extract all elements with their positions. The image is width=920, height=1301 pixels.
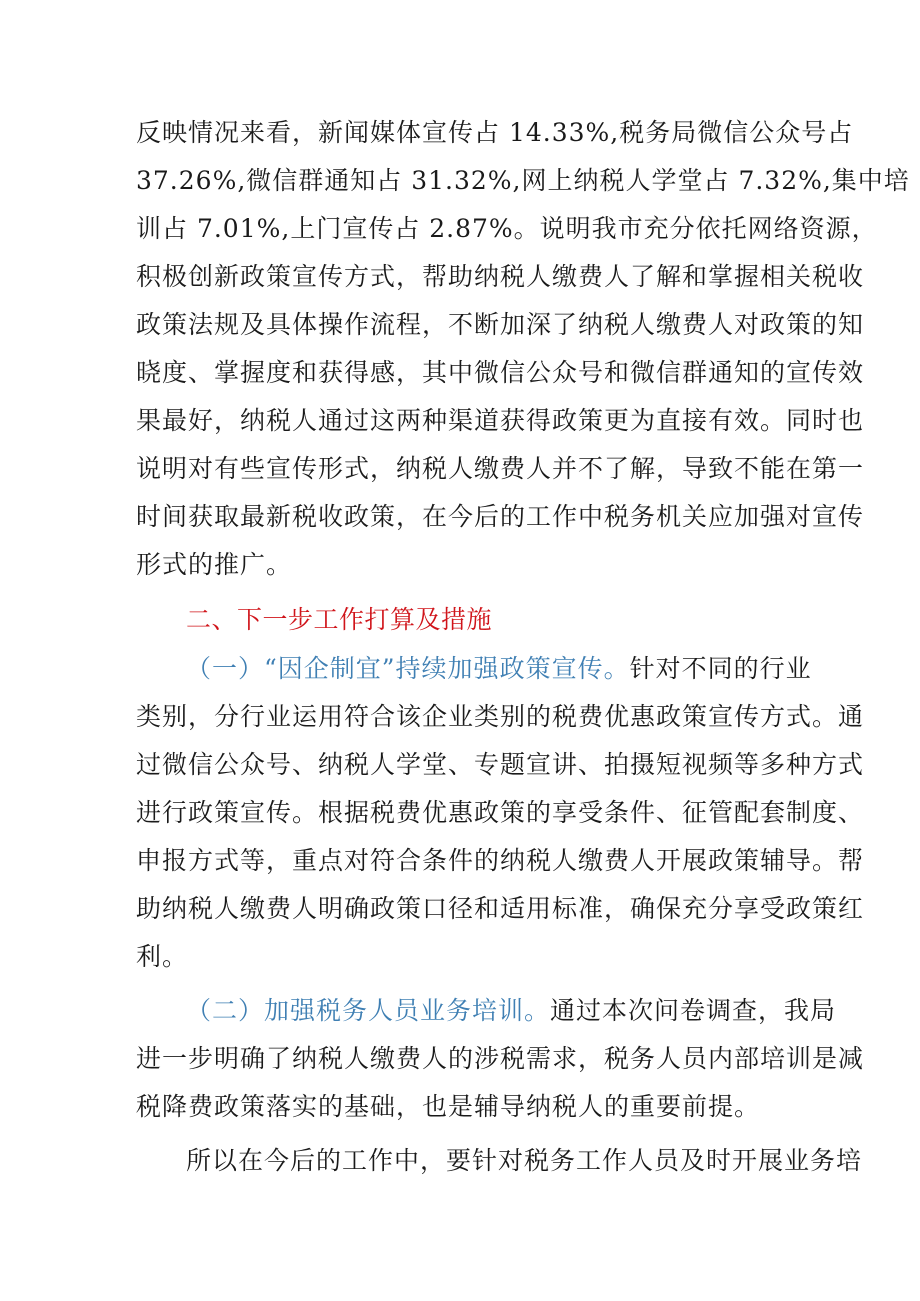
- paragraph-line: 积极创新政策宣传方式，帮助纳税人缴费人了解和掌握相关税收: [136, 262, 865, 291]
- sub-section-text: 针对不同的行业: [629, 654, 812, 683]
- paragraph-line: 过微信公众号、纳税人学堂、专题宣讲、拍摄短视频等多种方式: [136, 750, 865, 779]
- paragraph-line: 形式的推广。: [136, 550, 293, 579]
- paragraph-line: 晓度、掌握度和获得感，其中微信公众号和微信群通知的宣传效: [136, 358, 865, 387]
- sub-section-text: 通过本次问卷调查，我局: [550, 996, 837, 1025]
- paragraph-line: 反映情况来看，新闻媒体宣传占 14.33%,税务局微信公众号占: [136, 118, 854, 147]
- paragraph-line: 申报方式等，重点对符合条件的纳税人缴费人开展政策辅导。帮: [136, 846, 865, 875]
- sub-section-heading: （一）“因企制宜”持续加强政策宣传。: [186, 654, 630, 683]
- paragraph-line: 所以在今后的工作中，要针对税务工作人员及时开展业务培: [186, 1146, 863, 1175]
- paragraph-line: 税降费政策落实的基础，也是辅导纳税人的重要前提。: [136, 1092, 761, 1121]
- paragraph-line: 果最好，纳税人通过这两种渠道获得政策更为直接有效。同时也: [136, 406, 865, 435]
- paragraph-line: 说明对有些宣传形式，纳税人缴费人并不了解，导致不能在第一: [136, 454, 865, 483]
- paragraph-line: 类别，分行业运用符合该企业类别的税费优惠政策宣传方式。通: [136, 702, 865, 731]
- sub-section-first-line: [186, 651, 812, 687]
- sub-section-heading: （二）加强税务人员业务培训。: [186, 996, 551, 1025]
- paragraph-line: 利。: [136, 942, 189, 971]
- paragraph-line: 37.26%,微信群通知占 31.32%,网上纳税人学堂占 7.32%,集中培: [136, 166, 910, 195]
- paragraph-line: 时间获取最新税收政策，在今后的工作中税务机关应加强对宣传: [136, 502, 865, 531]
- paragraph-line: 助纳税人缴费人明确政策口径和适用标准，确保充分享受政策红: [136, 894, 865, 923]
- section-heading: 二、下一步工作打算及措施: [186, 605, 493, 634]
- paragraph-line: 训占 7.01%,上门宣传占 2.87%。说明我市充分依托网络资源，: [136, 214, 878, 243]
- paragraph-line: 进一步明确了纳税人缴费人的涉税需求，税务人员内部培训是减: [136, 1044, 865, 1073]
- paragraph-line: 进行政策宣传。根据税费优惠政策的享受条件、征管配套制度、: [136, 798, 865, 827]
- sub-section-first-line: [186, 993, 837, 1029]
- paragraph-line: 政策法规及具体操作流程，不断加深了纳税人缴费人对政策的知: [136, 310, 865, 339]
